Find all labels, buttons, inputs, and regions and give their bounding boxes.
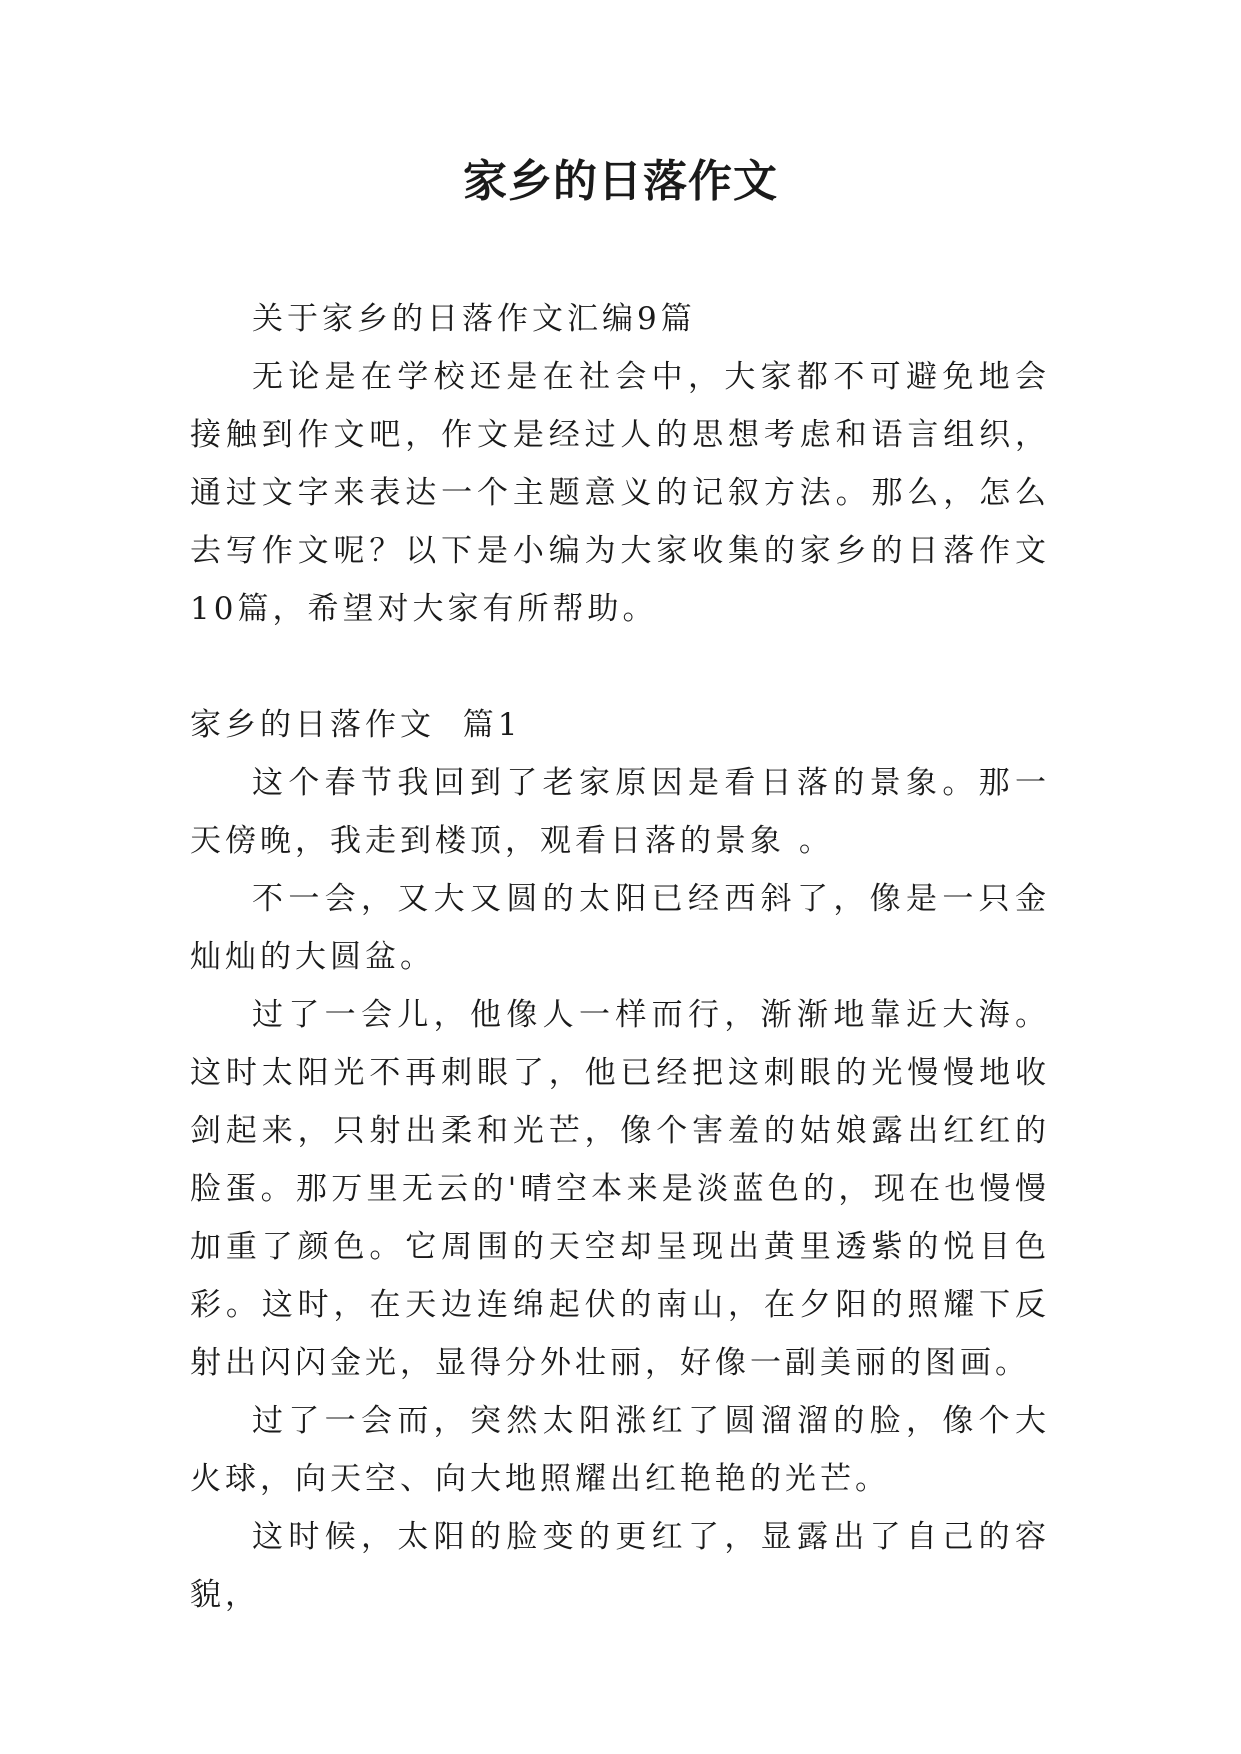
section-heading: 家乡的日落作文 篇1 [190, 707, 522, 743]
document-subtitle: 关于家乡的日落作文汇编9篇 [252, 301, 696, 337]
body-paragraph: 这个春节我回到了老家原因是看日落的景象。那一天傍晚，我走到楼顶，观看日落的景象 。 [190, 765, 1050, 859]
body-paragraph: 过了一会而，突然太阳涨红了圆溜溜的脸，像个大火球，向天空、向大地照耀出红艳艳的光芒。 [190, 1403, 1050, 1497]
document-body [190, 290, 1050, 1624]
body-paragraph: 过了一会儿，他像人一样而行，渐渐地靠近大海。这时太阳光不再刺眼了，他已经把这刺眼的光慢慢地收剑起来，只射出柔和光芒，像个害羞的姑娘露出红红的脸蛋。那万里无云的'晴空本来是淡蓝色的，现在也慢慢加重了颜色。它周围的天空却呈现出黄里透紫的悦目色彩。这时，在天边连绵起伏的南山，在夕阳的照耀下反射出闪闪金光，显得分外壮丽，好像一副美丽的图画。 [190, 997, 1050, 1381]
document-title: 家乡的日落作文 [463, 156, 778, 207]
body-paragraph: 不一会，又大又圆的太阳已经西斜了，像是一只金灿灿的大圆盆。 [190, 881, 1050, 975]
body-paragraph: 这时候，太阳的脸变的更红了，显露出了自己的容貌， [190, 1519, 1050, 1613]
intro-paragraph: 无论是在学校还是在社会中，大家都不可避免地会接触到作文吧，作文是经过人的思想考虑和语言组织，通过文字来表达一个主题意义的记叙方法。那么，怎么去写作文呢？以下是小编为大家收集的家乡的日落作文10篇，希望对大家有所帮助。 [190, 359, 1050, 627]
section-spacer [190, 638, 1050, 696]
